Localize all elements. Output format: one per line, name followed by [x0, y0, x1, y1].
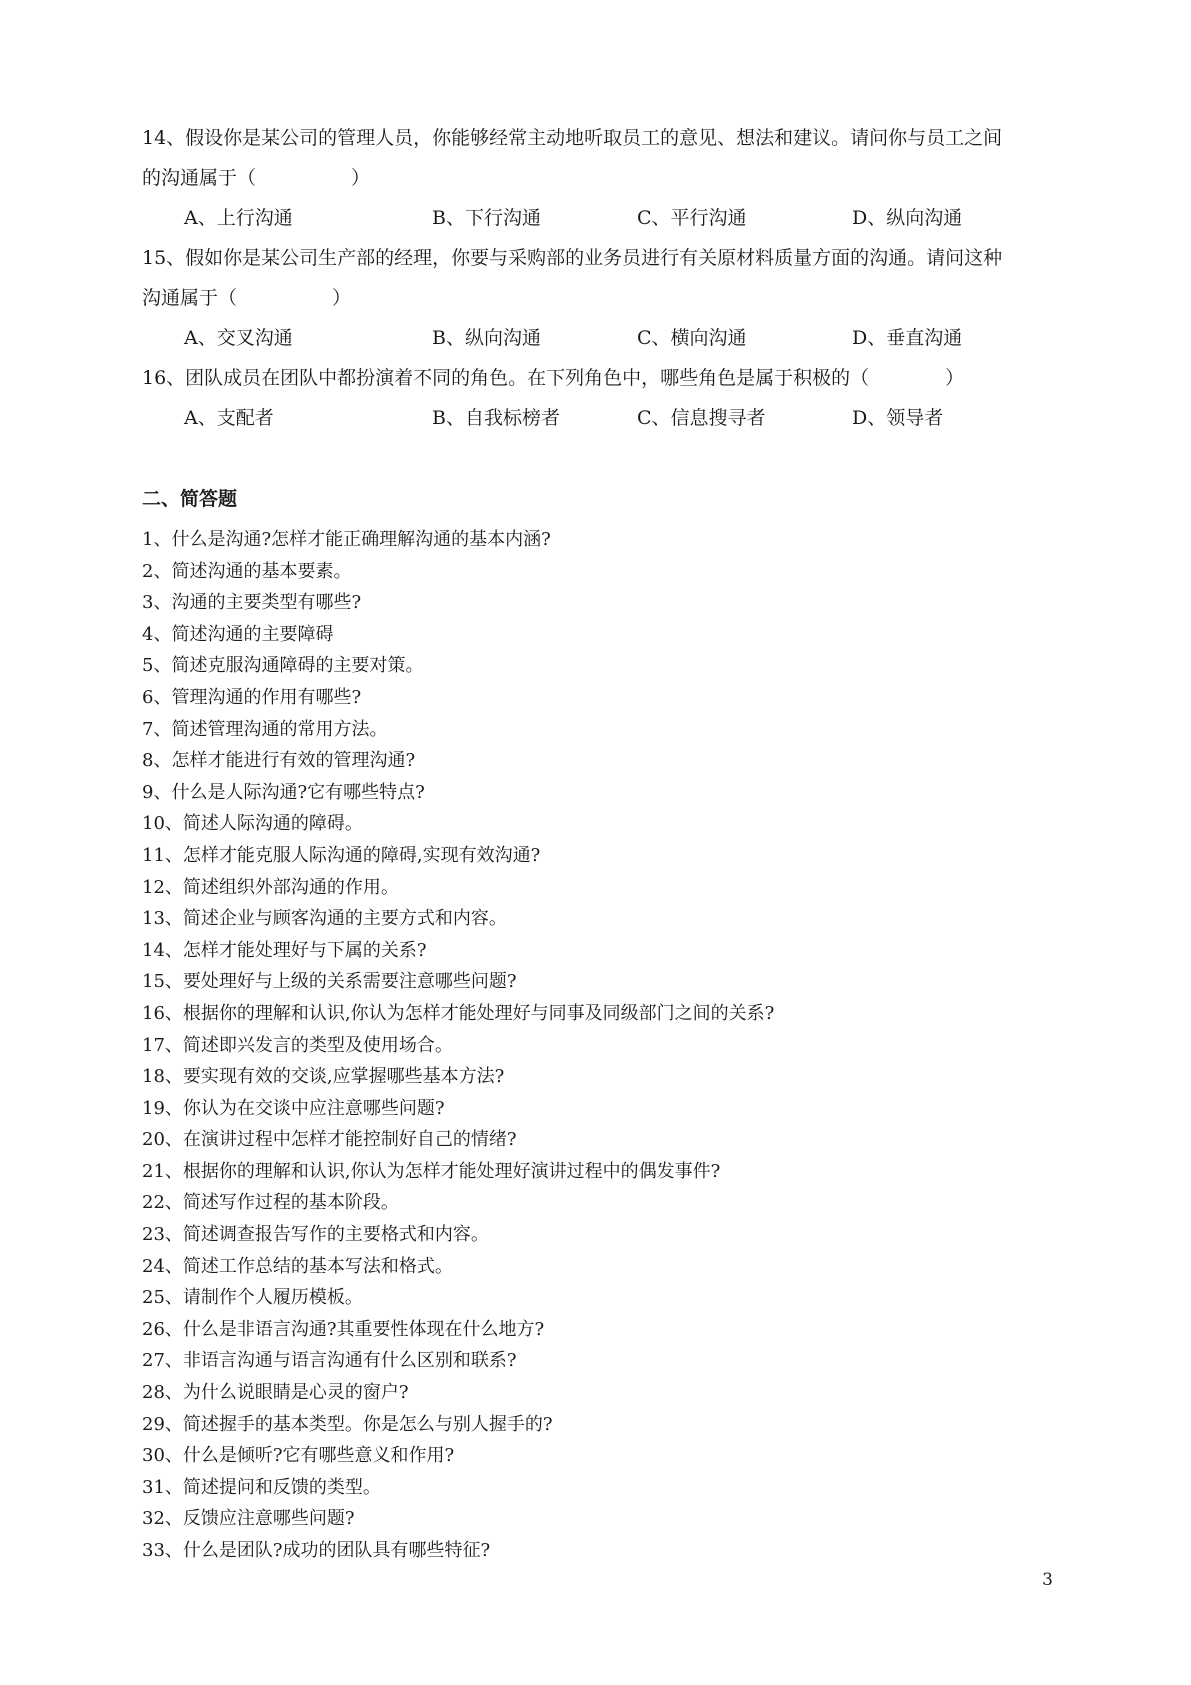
- option-d: D、纵向沟通: [852, 207, 963, 229]
- option-row: [142, 198, 1062, 238]
- short-answer-item: 24、简述工作总结的基本写法和格式。: [142, 1255, 453, 1277]
- short-answer-item: 25、请制作个人履历模板。: [142, 1287, 363, 1309]
- option-c: C、横向沟通: [637, 327, 747, 349]
- option-row: [142, 318, 1062, 358]
- short-answer-item: 1、什么是沟通?怎样才能正确理解沟通的基本内涵?: [142, 529, 551, 550]
- option-b: B、纵向沟通: [432, 327, 541, 349]
- short-answer-item: 28、为什么说眼睛是心灵的窗户?: [142, 1382, 409, 1404]
- option-c: C、平行沟通: [637, 207, 747, 229]
- short-answer-item: 19、你认为在交谈中应注意哪些问题?: [142, 1097, 445, 1119]
- option-row: [142, 398, 1062, 438]
- short-answer-item: 29、简述握手的基本类型。你是怎么与别人握手的?: [142, 1413, 553, 1435]
- short-answer-item: 31、简述提问和反馈的类型。: [142, 1476, 381, 1498]
- short-answer-item: 8、怎样才能进行有效的管理沟通?: [142, 750, 416, 772]
- short-answer-item: 26、什么是非语言沟通?其重要性体现在什么地方?: [142, 1318, 545, 1340]
- short-answer-item: 30、什么是倾听?它有哪些意义和作用?: [142, 1445, 455, 1467]
- question-14: [142, 118, 1062, 238]
- short-answer-item: 27、非语言沟通与语言沟通有什么区别和联系?: [142, 1350, 517, 1372]
- question-text-line: 14、假设你是某公司的管理人员，你能够经常主动地听取员工的意见、想法和建议。请问你与员工之间: [142, 127, 1003, 149]
- question-text-line: 16、团队成员在团队中都扮演着不同的角色。在下列角色中，哪些角色是属于积极的（ ）: [142, 367, 965, 389]
- short-answer-item: 16、根据你的理解和认识,你认为怎样才能处理好与同事及同级部门之间的关系?: [142, 1002, 775, 1024]
- option-d: D、垂直沟通: [852, 327, 963, 349]
- short-answer-item: 9、什么是人际沟通?它有哪些特点?: [142, 781, 425, 803]
- short-answer-item: 3、沟通的主要类型有哪些?: [142, 592, 362, 614]
- short-answer-item: 10、简述人际沟通的障碍。: [142, 813, 363, 835]
- short-answer-item: 6、管理沟通的作用有哪些?: [142, 686, 362, 708]
- short-answer-item: 2、简述沟通的基本要素。: [142, 560, 352, 582]
- option-a: A、交叉沟通: [184, 327, 293, 349]
- question-text-line: 沟通属于（ ）: [142, 287, 352, 309]
- option-a: A、上行沟通: [184, 207, 293, 229]
- short-answer-item: 4、简述沟通的主要障碍: [142, 623, 334, 645]
- short-answer-item: 23、简述调查报告写作的主要格式和内容。: [142, 1224, 489, 1246]
- short-answer-item: 14、怎样才能处理好与下属的关系?: [142, 939, 427, 961]
- short-answer-item: 13、简述企业与顾客沟通的主要方式和内容。: [142, 908, 507, 930]
- option-a: A、支配者: [184, 407, 274, 429]
- short-answer-item: 32、反馈应注意哪些问题?: [142, 1508, 355, 1530]
- option-d: D、领导者: [852, 407, 944, 429]
- short-answer-item: 12、简述组织外部沟通的作用。: [142, 876, 399, 898]
- question-text-line: 15、假如你是某公司生产部的经理，你要与采购部的业务员进行有关原材料质量方面的沟通。请问这种: [142, 247, 1003, 269]
- short-answer-item: 11、怎样才能克服人际沟通的障碍,实现有效沟通?: [142, 844, 541, 866]
- section-heading: 二、简答题: [142, 488, 238, 510]
- short-answer-item: 17、简述即兴发言的类型及使用场合。: [142, 1034, 453, 1056]
- short-answer-item: 18、要实现有效的交谈,应掌握哪些基本方法?: [142, 1066, 505, 1088]
- multiple-choice-section: [142, 118, 1062, 438]
- question-16: [142, 358, 1062, 438]
- short-answer-item: 33、什么是团队?成功的团队具有哪些特征?: [142, 1540, 491, 1561]
- short-answer-item: 21、根据你的理解和认识,你认为怎样才能处理好演讲过程中的偶发事件?: [142, 1160, 721, 1182]
- option-c: C、信息搜寻者: [637, 407, 766, 429]
- option-b: B、自我标榜者: [432, 407, 560, 429]
- short-answer-item: 20、在演讲过程中怎样才能控制好自己的情绪?: [142, 1129, 517, 1151]
- short-answer-list: [142, 524, 1062, 1567]
- option-b: B、下行沟通: [432, 207, 541, 229]
- short-answer-item: 5、简述克服沟通障碍的主要对策。: [142, 655, 424, 677]
- question-15: [142, 238, 1062, 358]
- short-answer-item: 15、要处理好与上级的关系需要注意哪些问题?: [142, 971, 517, 993]
- short-answer-item: 22、简述写作过程的基本阶段。: [142, 1192, 399, 1214]
- short-answer-item: 7、简述管理沟通的常用方法。: [142, 718, 388, 740]
- page-number: 3: [1042, 1570, 1053, 1590]
- question-text-line: 的沟通属于（ ）: [142, 167, 371, 189]
